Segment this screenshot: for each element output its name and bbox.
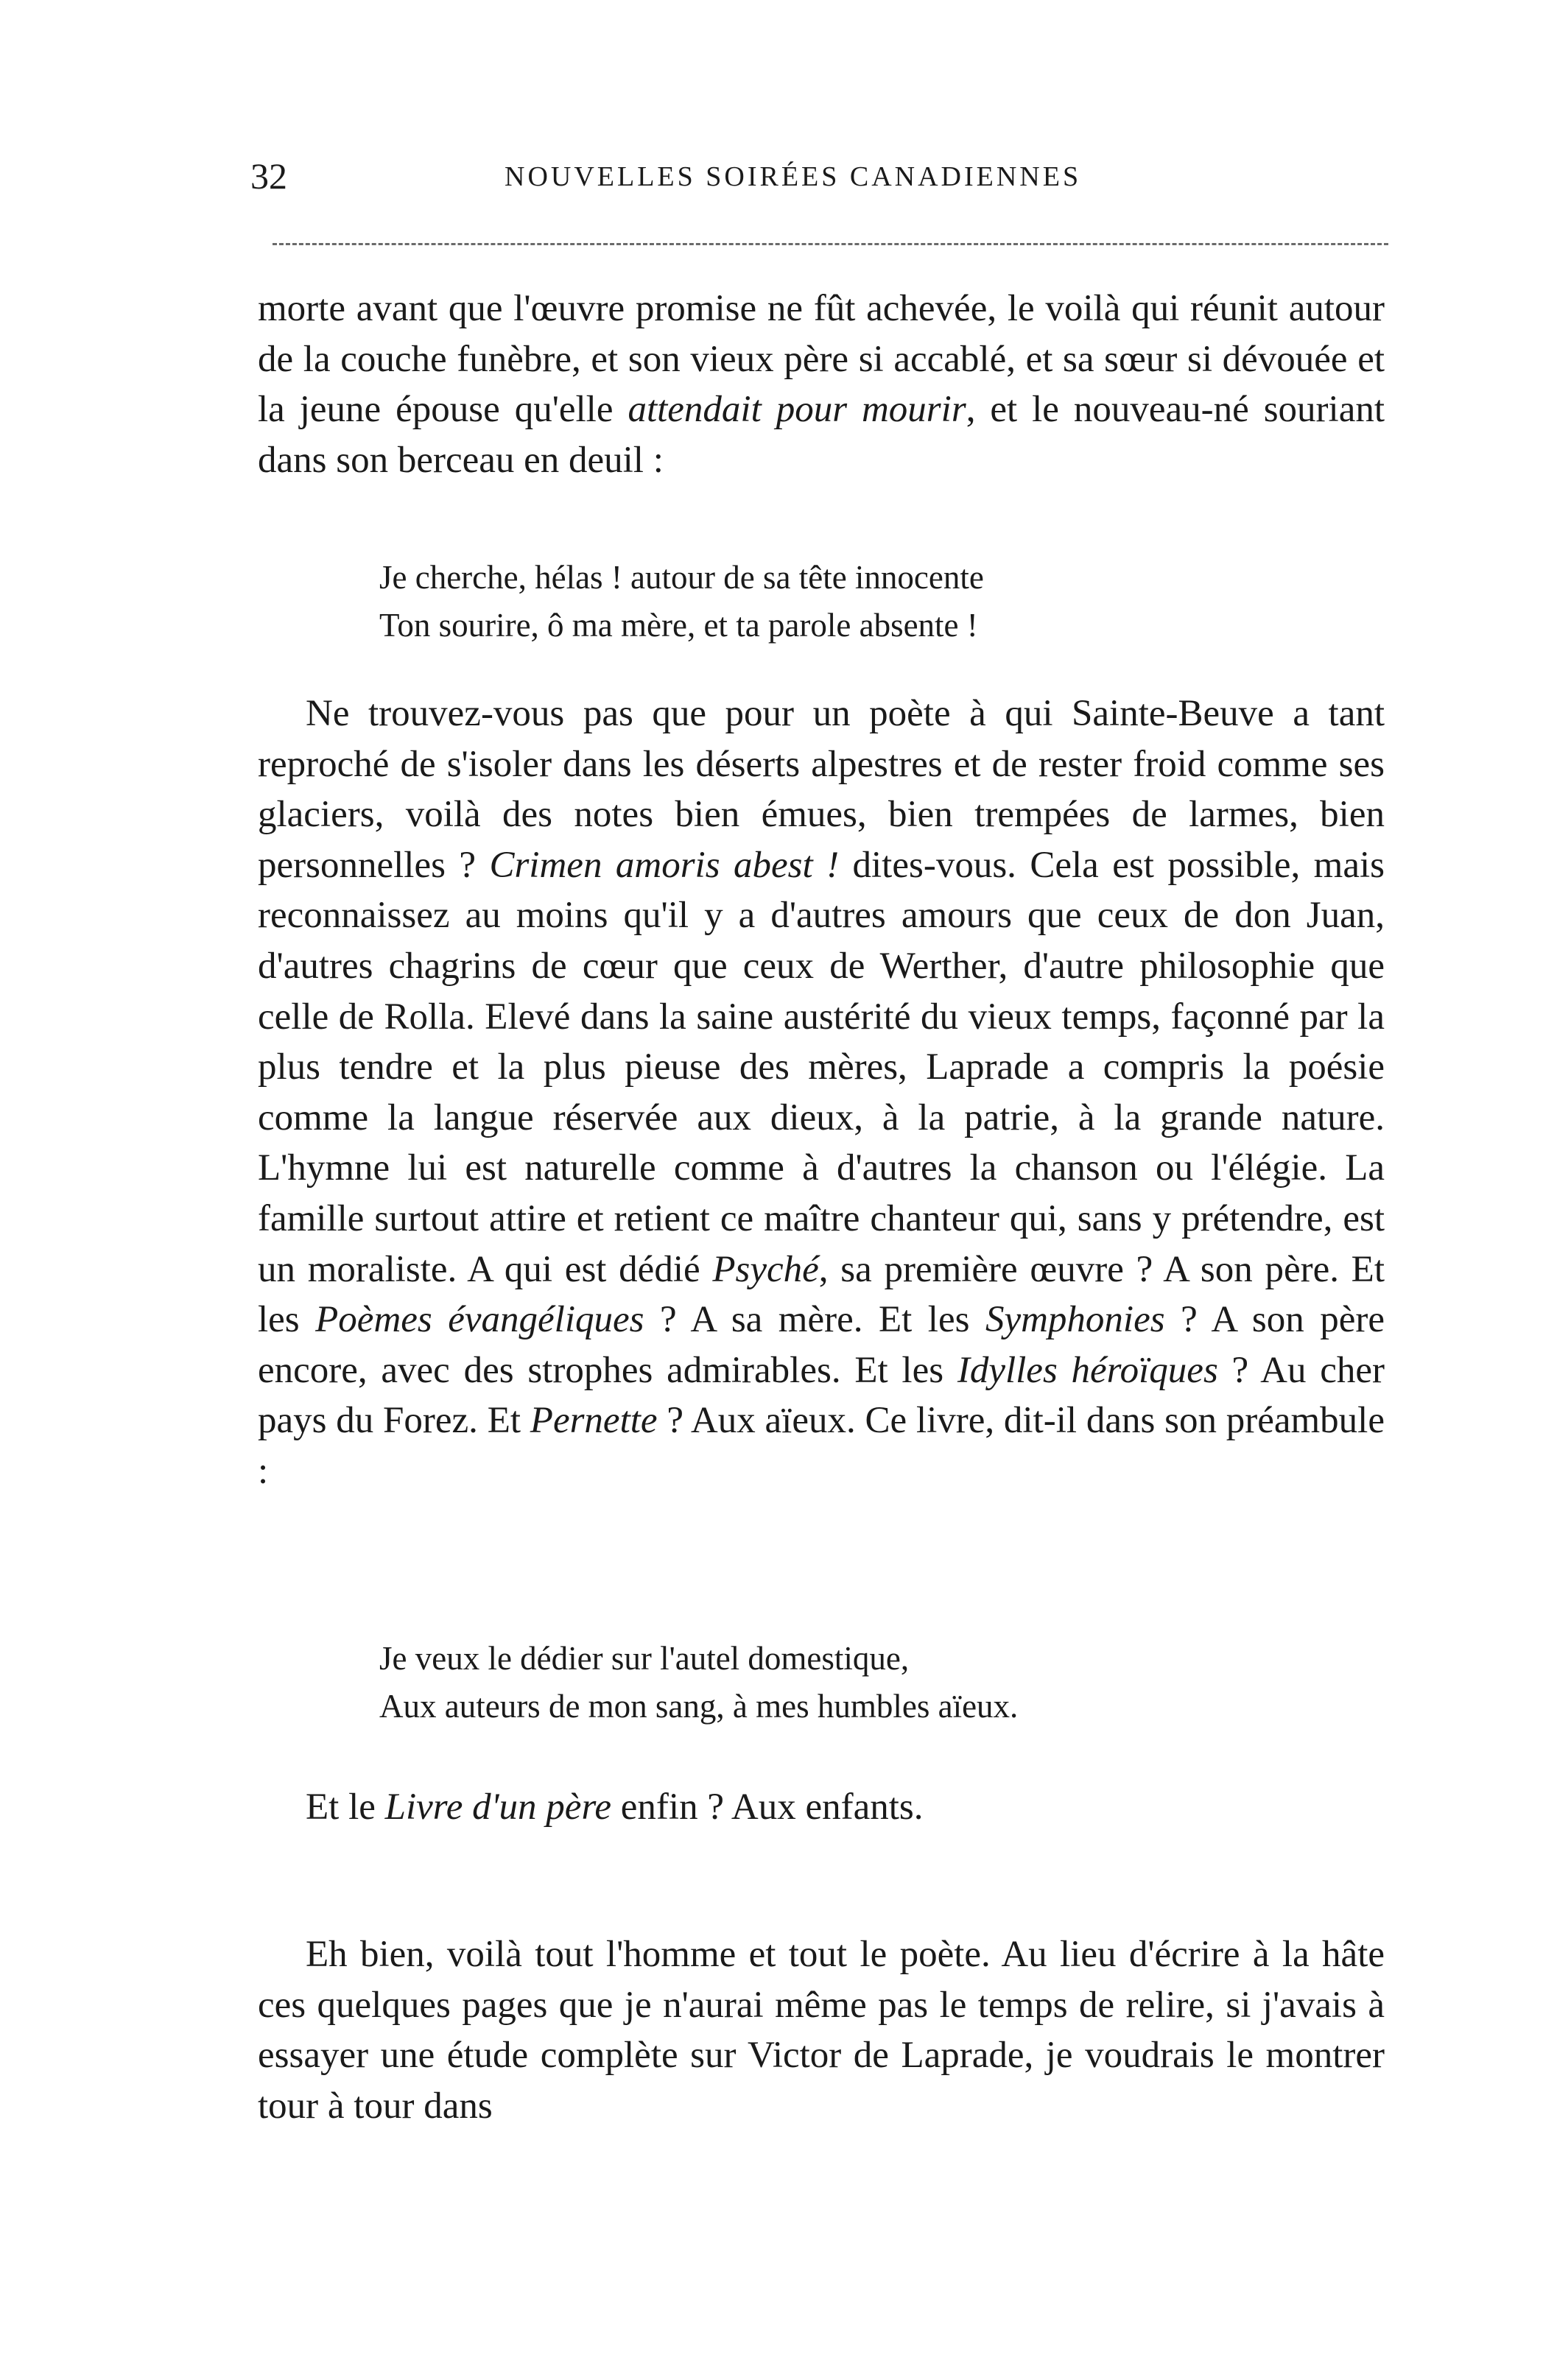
p2-t7: ? Aux aïeux. Ce livre, dit-il dans son préambule : — [258, 1400, 1385, 1492]
p2-t3: , sa première œuvre ? A son père. Et les — [258, 1248, 1385, 1341]
p2-t2: dites-vous. Cela est possible, mais reconnaissez au moins qu'il y a d'autres amours que ceux de don Juan, d'autres chagrins de cœur que ceux de Werther, d'autre philosophie que celle de Rolla. Elevé dans la saine austérité du vieux temps, façonné par la plus tendre et la plus pieuse des mères, Laprade a compris la poésie comme la langue réservée aux dieux, à la patrie, à la grande nature. L'hymne lui est naturelle comme à d'autres la chanson ou l'élégie. La famille surtout attire et retient ce maître chanteur qui, sans y prétendre, est un moraliste. A qui est dédié — [258, 844, 1385, 1290]
verse-1-line-1: Je cherche, hélas ! autour de sa tête innocente — [379, 559, 984, 596]
page-number: 32 — [250, 155, 287, 197]
paragraph-4-text: Eh bien, voilà tout l'homme et tout le poète. Au lieu d'écrire à la hâte ces quelques pages que je n'aurai même pas le temps de relire, si j'avais à essayer une étude complète sur Victor de Laprade, je voudrais le montrer tour à tour dans — [258, 1934, 1385, 2127]
p2-i5: Idylles héroïques — [957, 1349, 1218, 1391]
p2-i1: Crimen amoris abest ! — [489, 844, 840, 886]
p2-i3: Poèmes évangéliques — [315, 1299, 644, 1341]
p2-t5: ? A son père encore, avec des strophes admirables. Et les — [258, 1299, 1385, 1391]
paragraph-2 — [258, 689, 1385, 1497]
p3-t2: enfin ? Aux enfants. — [611, 1786, 924, 1828]
paragraph-4 — [258, 1929, 1385, 2131]
p2-i2: Psyché — [712, 1248, 819, 1290]
p2-t1: Ne trouvez-vous pas que pour un poète à qui Sainte-Beuve a tant reproché de s'isoler dans les déserts alpestres et de rester froid comme ses glaciers, voilà des notes bien émues, bien trempées de larmes, bien personnelles ? — [258, 693, 1385, 886]
p2-t4: ? A sa mère. Et les — [644, 1299, 985, 1341]
header-rule — [273, 243, 1388, 245]
p3-t1: Et le — [306, 1786, 385, 1828]
running-title: NOUVELLES SOIRÉES CANADIENNES — [505, 161, 1082, 192]
paragraph-1-text-end: , et le nouveau-né souriant dans son berceau en deuil : — [258, 389, 1385, 481]
running-head — [250, 155, 1388, 206]
p2-i6: Pernette — [530, 1400, 658, 1442]
verse-2-line-2: Aux auteurs de mon sang, à mes humbles aïeux. — [379, 1688, 1019, 1725]
paragraph-1-italic: attendait pour mourir — [628, 389, 966, 431]
verse-quote-2 — [379, 1635, 1337, 1731]
paragraph-1-text: morte avant que l'œuvre promise ne fût achevée, le voilà qui réunit autour de la couche funèbre, et son vieux père si accablé, et sa sœur si dévouée et la jeune épouse qu'elle — [258, 288, 1385, 431]
paragraph-1 — [258, 284, 1385, 485]
verse-quote-1 — [379, 554, 1337, 649]
p2-i4: Symphonies — [985, 1299, 1165, 1341]
p3-i1: Livre d'un père — [384, 1786, 612, 1828]
verse-2-line-1: Je veux le dédier sur l'autel domestique, — [379, 1640, 910, 1677]
verse-1-line-2: Ton sourire, ô ma mère, et ta parole absente ! — [379, 607, 978, 644]
p2-t6: ? Au cher pays du Forez. Et — [258, 1349, 1385, 1442]
paragraph-3 — [258, 1782, 1385, 1833]
